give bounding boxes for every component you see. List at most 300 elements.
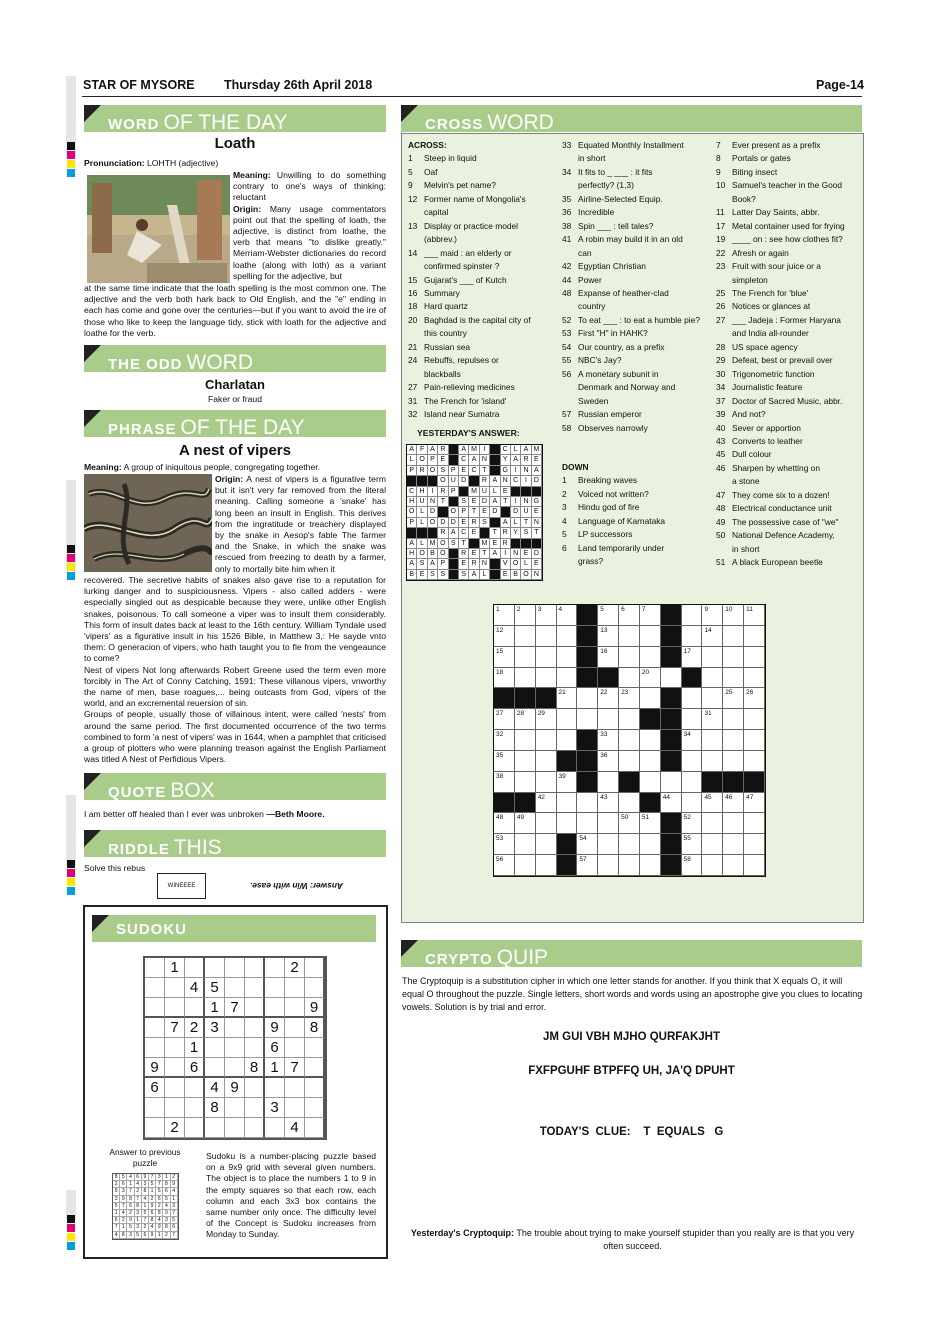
sudoku-cell[interactable] <box>305 1078 325 1098</box>
crossword-cell[interactable] <box>515 751 536 772</box>
answer-cell: 1 <box>163 1174 170 1181</box>
sudoku-cell[interactable] <box>245 1018 265 1038</box>
crossword-cell[interactable] <box>598 626 619 647</box>
crossword-cell[interactable] <box>494 751 515 772</box>
cell-number: 9 <box>704 606 709 613</box>
crossword-cell[interactable] <box>702 730 723 751</box>
clue-number: 9 <box>408 180 413 191</box>
answer-cell <box>480 528 490 538</box>
crossword-cell[interactable] <box>557 626 578 647</box>
crossword-cell[interactable] <box>723 855 744 876</box>
crossword-cell[interactable] <box>494 730 515 751</box>
sudoku-cell[interactable] <box>185 1078 205 1098</box>
crossword-cell[interactable] <box>661 668 682 689</box>
sudoku-cell[interactable] <box>305 978 325 998</box>
answer-cell <box>459 487 469 497</box>
registration-mark <box>67 869 75 877</box>
crossword-cell[interactable] <box>723 668 744 689</box>
crossword-cell[interactable] <box>702 834 723 855</box>
clue-number: 53 <box>562 328 572 339</box>
crossword-cell[interactable] <box>557 688 578 709</box>
crossword-cell[interactable] <box>723 647 744 668</box>
registration-mark <box>67 1233 75 1241</box>
crossword-cell[interactable] <box>598 605 619 626</box>
crossword-cell[interactable] <box>640 647 661 668</box>
clue <box>716 314 858 327</box>
crossword-cell[interactable] <box>598 834 619 855</box>
clue-text: Melvin's pet name? <box>424 180 496 191</box>
clue-number <box>562 152 578 165</box>
clue-text: Electrical conductance unit <box>732 503 832 514</box>
sudoku-cell[interactable] <box>305 958 325 978</box>
sudoku-description: Sudoku is a number-placing puzzle based on a 9x9 grid with several given numbers. The object is to place the numbers 1 to 9 in the empty squares so that each row, each column and each 3x3 box contains the same number only once. The difficulty level of the Concept is Sudoku increases from Monday to Sunday. <box>206 1151 376 1240</box>
answer-cell: P <box>407 466 417 476</box>
crossword-cell[interactable] <box>682 709 703 730</box>
sudoku-cell[interactable] <box>285 1098 305 1118</box>
crossword-cell[interactable] <box>723 793 744 814</box>
quote-text: I am better off healed than I ever was unbroken —Beth Moore. <box>84 809 325 819</box>
crossword-cell[interactable] <box>723 751 744 772</box>
crossword-cell[interactable] <box>598 813 619 834</box>
crossword-cell[interactable] <box>536 730 557 751</box>
answer-cell: C <box>459 455 469 465</box>
crossword-cell[interactable] <box>682 793 703 814</box>
sudoku-cell: 1 <box>165 958 185 978</box>
crossword-cell[interactable] <box>640 855 661 876</box>
crossword-cell[interactable] <box>661 793 682 814</box>
word-photo <box>87 175 230 283</box>
crossword-cell[interactable] <box>619 834 640 855</box>
crossword-cell[interactable] <box>744 730 765 751</box>
cryptoquip-line2: FXFPGUHF BTPFFQ UH, JA'Q DPUHT <box>528 1065 735 1077</box>
answer-cell: B <box>428 549 438 559</box>
sudoku-cell[interactable] <box>225 1058 245 1078</box>
clue-text: Rebuffs, repulses or <box>424 355 499 366</box>
sudoku-cell[interactable] <box>145 1018 165 1038</box>
sudoku-cell[interactable] <box>245 1118 265 1138</box>
answer-cell: 6 <box>120 1181 127 1188</box>
answer-cell: 6 <box>149 1210 156 1217</box>
sudoku-cell[interactable] <box>165 1038 185 1058</box>
crossword-cell[interactable] <box>744 626 765 647</box>
clue-number: 16 <box>408 287 418 298</box>
clue <box>562 287 712 300</box>
crossword-cell[interactable] <box>494 772 515 793</box>
crossword-cell[interactable] <box>640 626 661 647</box>
riddle-banner <box>84 830 386 857</box>
sudoku-cell[interactable] <box>265 1118 285 1138</box>
crossword-cell[interactable] <box>682 647 703 668</box>
registration-mark <box>67 142 75 150</box>
crossword-cell[interactable] <box>494 834 515 855</box>
crossword-cell[interactable] <box>640 772 661 793</box>
sudoku-cell[interactable] <box>145 1098 165 1118</box>
crossword-cell[interactable] <box>515 813 536 834</box>
crossword-cell[interactable] <box>598 793 619 814</box>
crossword-cell[interactable] <box>598 772 619 793</box>
sudoku-cell[interactable] <box>165 998 185 1018</box>
crossword-cell[interactable] <box>640 813 661 834</box>
cell-number: 22 <box>600 689 608 697</box>
sudoku-cell[interactable] <box>225 1118 245 1138</box>
answer-cell: E <box>532 507 542 517</box>
crossword-cell[interactable] <box>619 626 640 647</box>
answer-cell <box>490 559 500 569</box>
crossword-cell <box>577 605 598 626</box>
crossword-cell[interactable] <box>536 626 557 647</box>
crossword-cell[interactable] <box>702 793 723 814</box>
answer-cell: O <box>449 507 459 517</box>
crossword-cell[interactable] <box>682 688 703 709</box>
crossword-cell[interactable] <box>682 855 703 876</box>
crossword-cell[interactable] <box>577 834 598 855</box>
sudoku-cell[interactable] <box>285 1018 305 1038</box>
sudoku-cell[interactable] <box>305 1038 325 1058</box>
sudoku-cell[interactable] <box>205 1038 225 1058</box>
crossword-cell[interactable] <box>640 834 661 855</box>
crossword-cell[interactable] <box>723 834 744 855</box>
clue <box>716 408 858 421</box>
sudoku-cell[interactable] <box>205 958 225 978</box>
crossword-cell[interactable] <box>723 813 744 834</box>
sudoku-cell: 3 <box>265 1098 285 1118</box>
sudoku-cell[interactable] <box>165 978 185 998</box>
clue <box>408 300 558 313</box>
answer-cell: 4 <box>127 1174 134 1181</box>
clue-number <box>408 206 424 219</box>
crossword-cell[interactable] <box>619 730 640 751</box>
crossword-cell[interactable] <box>723 688 744 709</box>
sudoku-cell[interactable] <box>285 978 305 998</box>
crossword-cell[interactable] <box>723 730 744 751</box>
sudoku-cell[interactable] <box>245 978 265 998</box>
sudoku-cell[interactable] <box>165 1098 185 1118</box>
answer-cell: S <box>459 570 469 580</box>
clue-number: 38 <box>562 220 572 231</box>
sudoku-cell[interactable] <box>265 958 285 978</box>
sudoku-cell[interactable] <box>145 1038 165 1058</box>
crossword-cell[interactable] <box>515 772 536 793</box>
crossword-cell[interactable] <box>682 605 703 626</box>
cell-number: 1 <box>496 606 500 613</box>
crossword-grid <box>493 604 766 877</box>
clue-number: 22 <box>716 247 726 258</box>
phrase-banner <box>84 410 386 437</box>
crossword-cell[interactable] <box>577 709 598 730</box>
crossword-cell[interactable] <box>557 730 578 751</box>
cell-number: 20 <box>641 668 650 676</box>
sudoku-cell[interactable] <box>265 1078 285 1098</box>
crossword-cell[interactable] <box>515 668 536 689</box>
crossword-cell[interactable] <box>661 772 682 793</box>
crossword-cell[interactable] <box>702 855 723 876</box>
crossword-cell[interactable] <box>682 626 703 647</box>
answer-cell: 7 <box>127 1188 134 1195</box>
crossword-cell[interactable] <box>619 668 640 689</box>
clue-text: Airline-Selected Equip. <box>578 193 663 204</box>
crossword-cell[interactable] <box>702 647 723 668</box>
crossword-cell[interactable] <box>515 709 536 730</box>
cell-number: 52 <box>683 814 691 822</box>
crossword-cell[interactable] <box>577 688 598 709</box>
phrase-origin: Origin: A nest of vipers is a figurative term but it isn't very far removed from the literal meaning. Calling someone a 'snake' has long been an insult in English. This derives from the ingratitude or treachery displayed by the snake in Aesop's fable The farmer and the Snake, in which the snake was rescued from freezing to death by a farmer, only to mortally bite him when it <box>215 474 386 574</box>
answer-cell: 1 <box>135 1217 142 1224</box>
crossword-cell[interactable] <box>702 751 723 772</box>
crossword-cell[interactable] <box>640 605 661 626</box>
crossword-cell[interactable] <box>723 709 744 730</box>
sudoku-cell[interactable] <box>225 1098 245 1118</box>
crossword-cell[interactable] <box>682 834 703 855</box>
sudoku-cell[interactable] <box>205 1118 225 1138</box>
crossword-cell[interactable] <box>702 688 723 709</box>
clue-text: Converts to leather <box>732 435 803 446</box>
sudoku-cell[interactable] <box>165 1078 185 1098</box>
answer-cell: 3 <box>163 1217 170 1224</box>
crossword-cell[interactable] <box>577 813 598 834</box>
clue-text: Pain-relieving medicines <box>424 382 515 393</box>
answer-cell: U <box>521 507 531 517</box>
answer-cell: P <box>407 518 417 528</box>
clue-number: 40 <box>716 422 726 433</box>
crossword-cell[interactable] <box>515 605 536 626</box>
crossword-cell[interactable] <box>744 647 765 668</box>
crossword-cell[interactable] <box>494 605 515 626</box>
crossword-cell <box>577 626 598 647</box>
crossword-cell[interactable] <box>536 855 557 876</box>
answer-cell: A <box>501 518 511 528</box>
crossword-cell[interactable] <box>536 647 557 668</box>
crossword-cell[interactable] <box>536 793 557 814</box>
crossword-cell[interactable] <box>494 709 515 730</box>
cell-number: 7 <box>641 606 646 613</box>
crossword-cell[interactable] <box>619 688 640 709</box>
clue-text: Voiced not written? <box>578 488 649 499</box>
crossword-cell[interactable] <box>744 834 765 855</box>
crossword-cell[interactable] <box>598 855 619 876</box>
answer-cell: A <box>449 528 459 538</box>
crossword-cell[interactable] <box>557 668 578 689</box>
answer-cell: R <box>501 539 511 549</box>
sudoku-cell[interactable] <box>245 958 265 978</box>
crossword-cell[interactable] <box>494 647 515 668</box>
clue-text: (abbrev.) <box>424 234 457 245</box>
sudoku-cell[interactable] <box>285 1038 305 1058</box>
answer-cell: T <box>480 549 490 559</box>
sudoku-cell[interactable] <box>205 1058 225 1078</box>
crossword-cell[interactable] <box>536 751 557 772</box>
crossword-cell[interactable] <box>744 688 765 709</box>
crossword-cell[interactable] <box>536 605 557 626</box>
sudoku-cell[interactable] <box>245 1098 265 1118</box>
sudoku-cell: 6 <box>145 1078 165 1098</box>
crossword-cell[interactable] <box>723 605 744 626</box>
sudoku-cell[interactable] <box>305 1098 325 1118</box>
answer-cell: 3 <box>127 1232 134 1239</box>
crossword-cell[interactable] <box>557 813 578 834</box>
crossword-cell[interactable] <box>640 730 661 751</box>
clue-text: Display or practice model <box>424 220 519 231</box>
answer-cell: O <box>438 539 448 549</box>
answer-cell: 8 <box>120 1232 127 1239</box>
crossword-cell[interactable] <box>702 605 723 626</box>
crossword-cell[interactable] <box>536 709 557 730</box>
crossword-cell <box>494 793 515 814</box>
crossword-cell[interactable] <box>640 688 661 709</box>
crossword-cell[interactable] <box>515 855 536 876</box>
sudoku-cell[interactable] <box>225 1038 245 1058</box>
crossword-cell[interactable] <box>619 793 640 814</box>
clue-number: 34 <box>562 166 572 177</box>
crossword-cell[interactable] <box>744 751 765 772</box>
crossword-cell[interactable] <box>744 668 765 689</box>
crossword-cell[interactable] <box>494 813 515 834</box>
crossword-cell[interactable] <box>682 751 703 772</box>
crossword-cell[interactable] <box>682 813 703 834</box>
sudoku-cell[interactable] <box>245 998 265 1018</box>
clue-text: Our country, as a prefix <box>578 341 665 352</box>
crossword-cell[interactable] <box>557 709 578 730</box>
registration-mark <box>67 169 75 177</box>
crossword-cell[interactable] <box>494 626 515 647</box>
sudoku-cell[interactable] <box>225 1018 245 1038</box>
sudoku-cell[interactable] <box>185 958 205 978</box>
crossword-cell[interactable] <box>744 813 765 834</box>
crossword-cell[interactable] <box>598 647 619 668</box>
crossword-cell[interactable] <box>744 605 765 626</box>
sudoku-cell[interactable] <box>245 1078 265 1098</box>
clue-number: 32 <box>408 409 418 420</box>
sudoku-cell[interactable] <box>185 998 205 1018</box>
clue-number <box>562 179 578 192</box>
clue-number: 20 <box>408 314 418 325</box>
crossword-cell[interactable] <box>619 813 640 834</box>
crossword-cell[interactable] <box>598 730 619 751</box>
crossword-cell[interactable] <box>577 855 598 876</box>
answer-cell: T <box>459 539 469 549</box>
crossword-cell[interactable] <box>619 751 640 772</box>
sudoku-cell[interactable] <box>285 998 305 1018</box>
sudoku-cell[interactable] <box>265 998 285 1018</box>
clue-number: 31 <box>408 395 418 406</box>
answer-cell <box>511 487 521 497</box>
crossword-cell[interactable] <box>619 605 640 626</box>
sudoku-cell[interactable] <box>145 998 165 1018</box>
answer-cell: D <box>459 476 469 486</box>
crossword-cell <box>577 647 598 668</box>
crossword-cell[interactable] <box>557 772 578 793</box>
answer-cell: T <box>501 497 511 507</box>
clue <box>562 166 712 179</box>
crossword-cell[interactable] <box>744 793 765 814</box>
crossword-cell[interactable] <box>744 855 765 876</box>
crossword-cell[interactable] <box>598 709 619 730</box>
clue-text: Fruit with sour juice or a <box>732 261 821 272</box>
clue-number: 23 <box>716 261 726 272</box>
clue <box>716 516 858 529</box>
answer-cell: 8 <box>127 1196 134 1203</box>
crossword-cell[interactable] <box>536 834 557 855</box>
clue-text: Afresh or again <box>732 247 789 258</box>
clue <box>562 354 712 367</box>
crossword-cell[interactable] <box>536 813 557 834</box>
sudoku-cell[interactable] <box>305 1058 325 1078</box>
crossword-cell[interactable] <box>682 772 703 793</box>
sudoku-cell: 8 <box>205 1098 225 1118</box>
sudoku-cell[interactable] <box>265 978 285 998</box>
crossword-cell[interactable] <box>515 730 536 751</box>
answer-cell: 1 <box>120 1224 127 1231</box>
crossword-cell[interactable] <box>702 668 723 689</box>
crossword-cell[interactable] <box>619 709 640 730</box>
crossword-cell[interactable] <box>682 730 703 751</box>
clue-text: Portals or gates <box>732 153 791 164</box>
answer-cell: 9 <box>149 1203 156 1210</box>
crossword-cell[interactable] <box>557 793 578 814</box>
crossword-cell[interactable] <box>598 751 619 772</box>
sudoku-cell[interactable] <box>305 1118 325 1138</box>
sudoku-cell[interactable] <box>185 1098 205 1118</box>
clue <box>562 220 712 233</box>
crossword-cell[interactable] <box>619 647 640 668</box>
crossword-cell[interactable] <box>723 626 744 647</box>
registration-mark <box>67 1242 75 1250</box>
sudoku-cell[interactable] <box>185 1118 205 1138</box>
crossword-cell[interactable] <box>557 605 578 626</box>
crossword-cell[interactable] <box>744 709 765 730</box>
clue <box>716 247 858 260</box>
clue-number: 46 <box>716 462 726 473</box>
crossword-cell[interactable] <box>577 793 598 814</box>
sudoku-cell[interactable] <box>225 958 245 978</box>
crossword-cell[interactable] <box>494 855 515 876</box>
crossword-cell[interactable] <box>557 647 578 668</box>
answer-cell: R <box>438 528 448 538</box>
sudoku-cell[interactable] <box>145 978 165 998</box>
answer-cell: 1 <box>171 1196 178 1203</box>
crossword-cell[interactable] <box>702 709 723 730</box>
answer-cell: 5 <box>163 1196 170 1203</box>
crossword-cell[interactable] <box>702 813 723 834</box>
crossword-cell[interactable] <box>494 668 515 689</box>
crossword-cell[interactable] <box>536 668 557 689</box>
crossword-cell[interactable] <box>702 626 723 647</box>
crossword-cell[interactable] <box>536 772 557 793</box>
sudoku-cell[interactable] <box>165 1058 185 1078</box>
crossword-cell[interactable] <box>598 688 619 709</box>
crossword-cell[interactable] <box>619 855 640 876</box>
sudoku-cell[interactable] <box>145 1118 165 1138</box>
answer-cell: R <box>480 476 490 486</box>
sudoku-cell[interactable] <box>285 1078 305 1098</box>
crossword-cell[interactable] <box>515 626 536 647</box>
clue-number: 51 <box>716 557 726 568</box>
answer-cell: 8 <box>163 1181 170 1188</box>
crossword-cell[interactable] <box>640 751 661 772</box>
crossword-cell <box>661 709 682 730</box>
clue <box>562 206 712 219</box>
crossword-cell[interactable] <box>515 834 536 855</box>
crossword-cell[interactable] <box>640 668 661 689</box>
clue-number: 43 <box>716 435 726 446</box>
sudoku-cell[interactable] <box>145 958 165 978</box>
crossword-cell[interactable] <box>515 647 536 668</box>
clue <box>716 193 858 206</box>
sudoku-cell[interactable] <box>225 978 245 998</box>
cell-number: 48 <box>496 814 504 822</box>
answer-cell: 4 <box>156 1217 163 1224</box>
sudoku-cell[interactable] <box>245 1038 265 1058</box>
clue-number: 18 <box>408 301 418 312</box>
